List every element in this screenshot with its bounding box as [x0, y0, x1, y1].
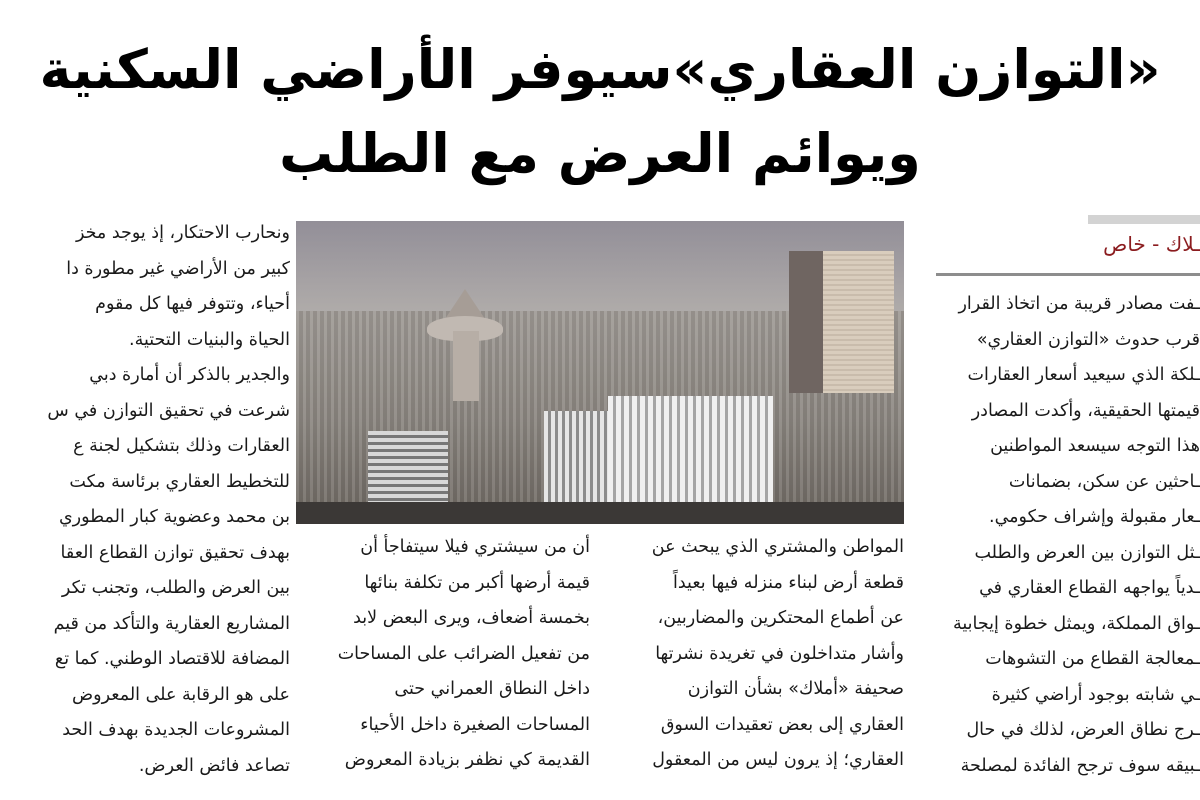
text-line: ونحارب الاحتكار، إذ يوجد مخز — [75, 223, 290, 243]
photo-building — [608, 396, 773, 516]
text-line: العقاري إلى بعض تعقيدات السوق — [660, 714, 904, 735]
text-line: أحياء، وتتوفر فيها كل مقوم — [95, 294, 290, 314]
text-line: الحياة والبنيات التحتية. — [129, 329, 290, 350]
text-line: العقارات وذلك بتشكيل لجنة ع — [73, 436, 290, 456]
text-line: بخمسة أضعاف، ويرى البعض لابد — [353, 608, 590, 628]
text-line: داخل النطاق العمراني حتى — [394, 679, 590, 699]
text-line: قيمتها الحقيقية، وأكدت المصادر — [971, 400, 1200, 421]
photo-building — [368, 431, 448, 511]
text-line: على هو الرقابة على المعروض — [72, 684, 290, 705]
article-column-mid-left — [296, 530, 590, 800]
text-line: بن محمد وعضوية كبار المطوري — [58, 507, 290, 527]
article-column-right — [936, 287, 1200, 800]
byline: ـلاك - خاص — [1103, 232, 1200, 256]
headline-line-2: ويوائم العرض مع الطلب — [279, 122, 921, 185]
text-line: تصاعد فائض العرض. — [138, 755, 290, 776]
photo-water-tower-stem — [453, 331, 479, 401]
text-line: ـمعالجة القطاع من التشوهات — [985, 649, 1200, 669]
text-line: المساحات الصغيرة داخل الأحياء — [360, 714, 590, 735]
text-line: ـعار مقبولة وإشراف حكومي. — [989, 507, 1200, 527]
text-line: ـثل التوازن بين العرض والطلب — [974, 542, 1200, 563]
text-line: صحيفة «أملاك» بشأن التوازن — [687, 679, 904, 699]
article-column-left — [0, 216, 290, 800]
photo-tower — [823, 251, 894, 393]
text-line: بين العرض والطلب، وتجنب تكر — [61, 578, 290, 598]
text-line: قرب حدوث «التوازن العقاري» — [976, 329, 1200, 350]
text-line: عن أطماع المحتكرين والمضاربين، — [657, 608, 904, 628]
photo-water-tower-spire — [445, 289, 485, 319]
headline-line-1: «التوازن العقاري»سيوفر الأراضي السكنية — [39, 38, 1161, 101]
text-line: والجدير بالذكر أن أمارة دبي — [89, 365, 290, 385]
text-line: المشروعات الجديدة بهدف الحد — [62, 720, 290, 740]
text-line: هذا التوجه سيسعد المواطنين — [990, 436, 1200, 456]
byline-bar — [1088, 215, 1200, 224]
text-line: ـفت مصادر قريبة من اتخاذ القرار — [958, 294, 1200, 314]
text-line: المشاريع العقارية والتأكد من قيم — [53, 613, 290, 634]
text-line: القديمة كي نظفر بزيادة المعروض — [344, 750, 590, 770]
text-line: المضافة للاقتصاد الوطني. كما تع — [54, 649, 290, 669]
text-line: ـدياً يواجهه القطاع العقاري في — [979, 578, 1200, 598]
photo-tower-shadow — [789, 251, 824, 393]
text-line: ـاحثين عن سكن، بضمانات — [1008, 471, 1200, 492]
text-line: المواطن والمشتري الذي يبحث عن — [651, 537, 904, 557]
text-line: ـي شابته بوجود أراضي كثيرة — [991, 684, 1200, 705]
text-line: وأشار متداخلون في تغريدة نشرتها — [655, 643, 904, 664]
text-line: كبير من الأراضي غير مطورة دا — [66, 258, 290, 279]
article-column-mid-right — [606, 530, 904, 800]
text-line: ـبيقه سوف ترجح الفائدة لمصلحة — [960, 755, 1200, 776]
text-line: ـلكة الذي سيعيد أسعار العقارات — [967, 365, 1200, 385]
text-line: بهدف تحقيق توازن القطاع العقا — [60, 542, 290, 563]
byline-divider — [936, 273, 1200, 276]
photo-foreground — [296, 502, 904, 524]
text-line: شرعت في تحقيق التوازن في س — [47, 400, 290, 421]
text-line: من تفعيل الضرائب على المساحات — [337, 643, 590, 664]
text-line: العقاري؛ إذ يرون ليس من المعقول — [652, 750, 904, 770]
text-line: أن من سيشتري فيلا سيتفاجأ أن — [360, 537, 590, 557]
text-line: قيمة أرضها أكبر من تكلفة بنائها — [364, 572, 590, 593]
text-line: للتخطيط العقاري برئاسة مكت — [69, 471, 290, 492]
text-line: ـرج نطاق العرض، لذلك في حال — [966, 720, 1200, 740]
article-headline — [0, 28, 1200, 196]
text-line: قطعة أرض لبناء منزله فيها بعيداً — [673, 572, 904, 593]
text-line: ـواق المملكة، ويمثل خطوة إيجابية — [952, 613, 1200, 634]
article-photo — [296, 221, 904, 524]
